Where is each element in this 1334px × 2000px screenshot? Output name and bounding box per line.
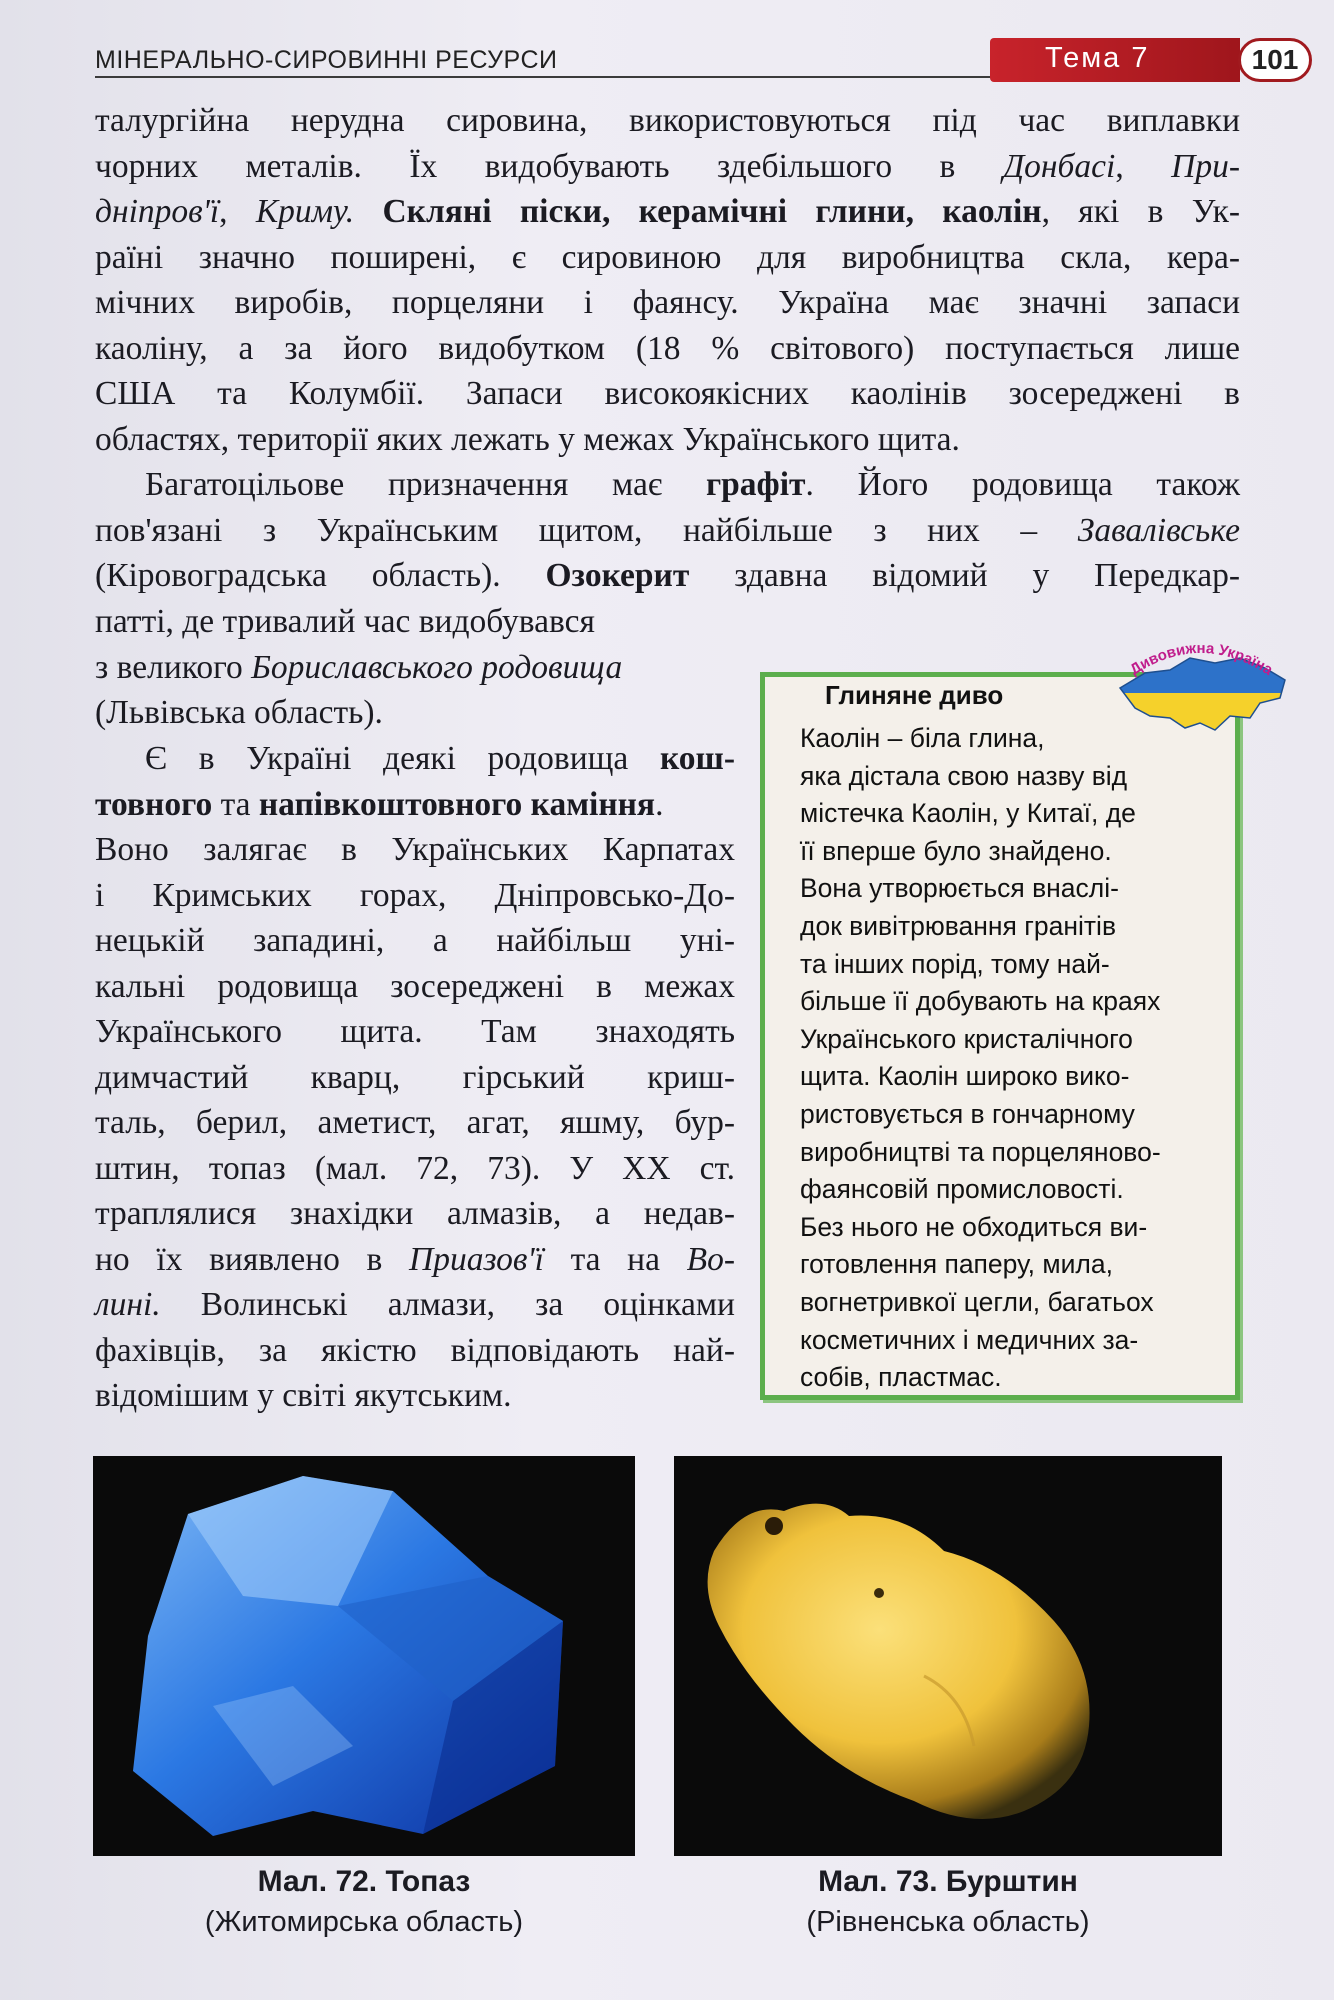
paragraph-ozokerite-end [95,599,735,736]
text-line: нецькій западині, а найбільш уні- [95,922,735,959]
ukraine-map-badge [1090,618,1310,758]
text-line: США та Колумбії. Запаси високоякісних каолінів зосереджені в [95,375,1240,412]
sidebar-line: собів, пластмас. [800,1362,1002,1393]
sidebar-line: ристовується в гончарному [800,1098,1135,1129]
section-title: МІНЕРАЛЬНО-СИРОВИННІ РЕСУРСИ [95,46,558,74]
text-line: таль, берил, аметист, агат, яшму, бур- [95,1104,735,1141]
sidebar-line: косметичних і медичних за- [800,1324,1139,1355]
text-line: з великого Бориславського родовища [95,648,623,686]
topic-label: Тема 7 [1045,42,1150,74]
text-line: Багатоцільове призначення має графіт. Його родовища також [145,466,1240,503]
sidebar-line: готовлення паперу, мила, [800,1249,1113,1280]
text-line: каоліну, а за його видобутком (18 % світового) поступається лише [95,329,1240,367]
text-line: Українського щита. Там знаходять [95,1013,735,1050]
sidebar-line: її вперше було знайдено. [800,835,1112,866]
header-rule [95,76,990,78]
sidebar-line: док вивітрювання гранітів [800,910,1117,941]
text-line: Воно залягає в Українських Карпатах [95,831,735,868]
text-line: но їх виявлено в Приазов'ї та на Во- [95,1240,735,1278]
text-line: раїні значно поширені, є сировиною для виробництва скла, кера- [95,238,1240,276]
page-number: 101 [1238,38,1312,82]
figure-subtitle: (Рівненська область) [806,1906,1090,1938]
sidebar-line: Вона утворюється внаслі- [800,873,1119,904]
text-line: лині. Волинські алмази, за оцінками [95,1286,735,1323]
text-line: чорних металів. Їх видобувають здебільшого в Донбасі, При- [95,147,1241,185]
topaz-photo [93,1456,635,1856]
sidebar-line: яка дістала свою назву від [800,760,1128,791]
text-line: патті, де тривалий час видобувався [95,603,595,640]
figure-caption-72 [93,1862,635,1942]
figure-subtitle: (Житомирська область) [204,1906,524,1938]
text-line: штин, топаз (мал. 72, 73). У XX ст. [95,1149,735,1187]
sidebar-title: Глиняне диво [825,680,1004,710]
sidebar-line: Каолін – біла глина, [800,723,1045,753]
sidebar-line: більше її добувають на краях [800,986,1161,1017]
text-line: талургійна нерудна сировина, використовуються під час виплавки [95,102,1240,139]
badge-text: Дивовижна Україна [1127,639,1276,679]
text-line: (Львівська область). [95,694,383,731]
text-line: димчастий кварц, гірський криш- [95,1058,735,1096]
text-line: і Кримських горах, Дніпровсько-До- [95,876,735,914]
sidebar-line: Українського кристалічного [800,1023,1133,1054]
sidebar-line: Без нього не обходиться ви- [800,1211,1148,1242]
sidebar-body [800,720,1220,1397]
text-line: товного та напівкоштовного каміння. [95,785,664,823]
sidebar-line: фаянсовій промисловості. [800,1174,1124,1205]
text-line: пов'язані з Українським щитом, найбільше з них – Завалівське [95,511,1240,549]
text-line: областях, території яких лежать у межах Українського щита. [95,420,960,458]
text-line: траплялися знахідки алмазів, а недав- [95,1195,735,1232]
figure-title: Мал. 73. Бурштин [818,1865,1078,1898]
text-line: мічних виробів, порцеляни і фаянсу. Україна має значні запаси [95,284,1240,321]
amber-photo [674,1456,1222,1856]
sidebar-line: містечка Каолін, у Китаї, де [800,798,1136,829]
text-line: кальні родовища зосереджені в межах [95,967,735,1005]
figure-caption-73 [674,1862,1222,1942]
text-line: (Кіровоградська область). Озокерит здавна відомий у Передкар- [95,557,1240,594]
text-line: Є в Україні деякі родовища кош- [145,740,735,777]
paragraph-gemstones [95,736,735,1419]
text-line: фахівців, за якістю відповідають най- [95,1331,735,1369]
text-line: дніпров'ї, Криму. Скляні піски, керамічні глини, каолін, які в Ук- [95,193,1241,230]
sidebar-line: вогнетривкої цегли, багатьох [800,1286,1154,1317]
sidebar-line: виробництві та порцеляново- [800,1136,1161,1167]
paragraph-kaolin [95,98,1240,599]
sidebar-line: та інших порід, тому най- [800,948,1110,979]
figure-title: Мал. 72. Топаз [257,1865,471,1898]
sidebar-line: щита. Каолін широко вико- [800,1061,1130,1092]
text-line: відомішим у світі якутським. [95,1377,512,1414]
